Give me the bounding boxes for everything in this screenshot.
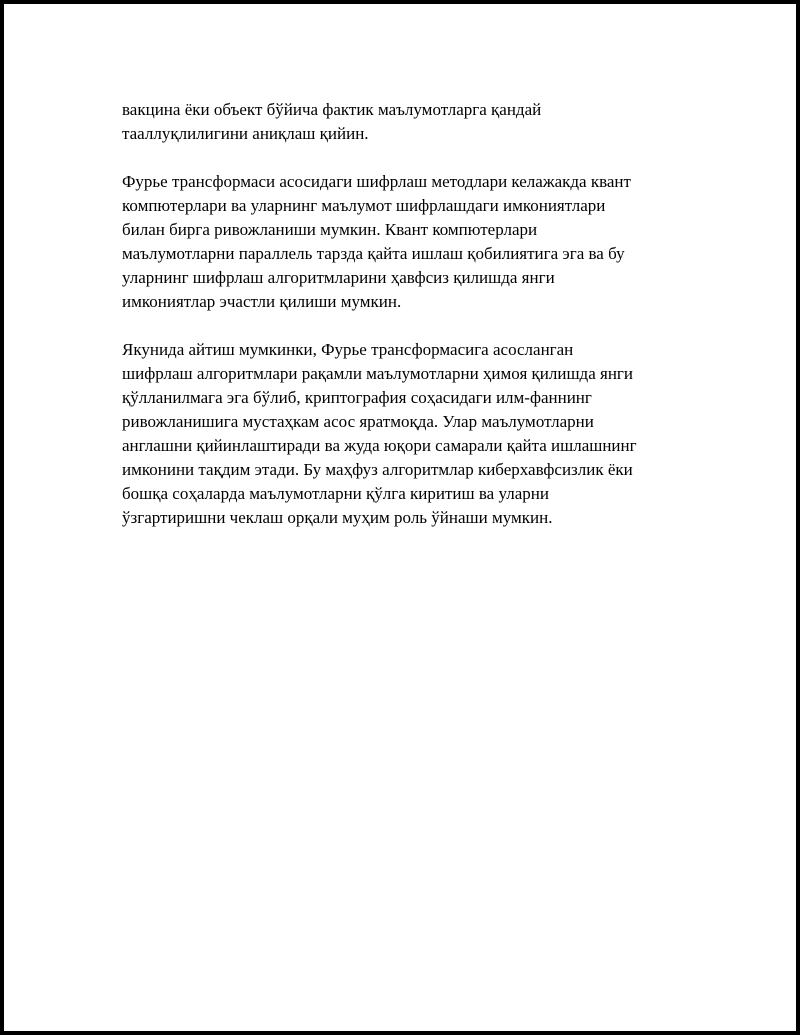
text-line: вакцина ёки объект бўйича фактик маълумотларга қандай bbox=[122, 100, 542, 119]
paragraph-1 bbox=[122, 98, 712, 146]
text-line: маълумотларни параллель тарзда қайта ишлаш қобилиятига эга ва бу bbox=[122, 244, 625, 263]
document-body bbox=[122, 98, 712, 554]
text-line: англашни қийинлаштиради ва жуда юқори самарали қайта ишлашнинг bbox=[122, 436, 637, 455]
text-line: шифрлаш алгоритмлари рақамли маълумотларни ҳимоя қилишда янги bbox=[122, 364, 633, 383]
text-line: билан бирга ривожланиши мумкин. Квант компютерлари bbox=[122, 220, 538, 239]
text-line: имкониятлар эчастли қилиши мумкин. bbox=[122, 292, 402, 311]
text-line: қўлланилмага эга бўлиб, криптография соҳасидаги илм-фаннинг bbox=[122, 388, 592, 407]
text-line: тааллуқлилигини аниқлаш қийин. bbox=[122, 124, 369, 143]
text-line: уларнинг шифрлаш алгоритмларини ҳавфсиз қилишда янги bbox=[122, 268, 555, 287]
text-line: Якунида айтиш мумкинки, Фурье трансформасига асосланган bbox=[122, 340, 574, 359]
text-line: Фурье трансформаси асосидаги шифрлаш методлари келажакда квант bbox=[122, 172, 631, 191]
paragraph-2 bbox=[122, 170, 712, 314]
paragraph-3 bbox=[122, 338, 712, 530]
text-line: ўзгартиришни чеклаш орқали муҳим роль ўйнаши мумкин. bbox=[122, 508, 553, 527]
text-line: компютерлари ва уларнинг маълумот шифрлашдаги имкониятлари bbox=[122, 196, 606, 215]
text-line: бошқа соҳаларда маълумотларни қўлга киритиш ва уларни bbox=[122, 484, 549, 503]
text-line: ривожланишига мустаҳкам асос яратмоқда. Улар маълумотларни bbox=[122, 412, 594, 431]
text-line: имконини тақдим этади. Бу маҳфуз алгоритмлар киберхавфсизлик ёки bbox=[122, 460, 633, 479]
